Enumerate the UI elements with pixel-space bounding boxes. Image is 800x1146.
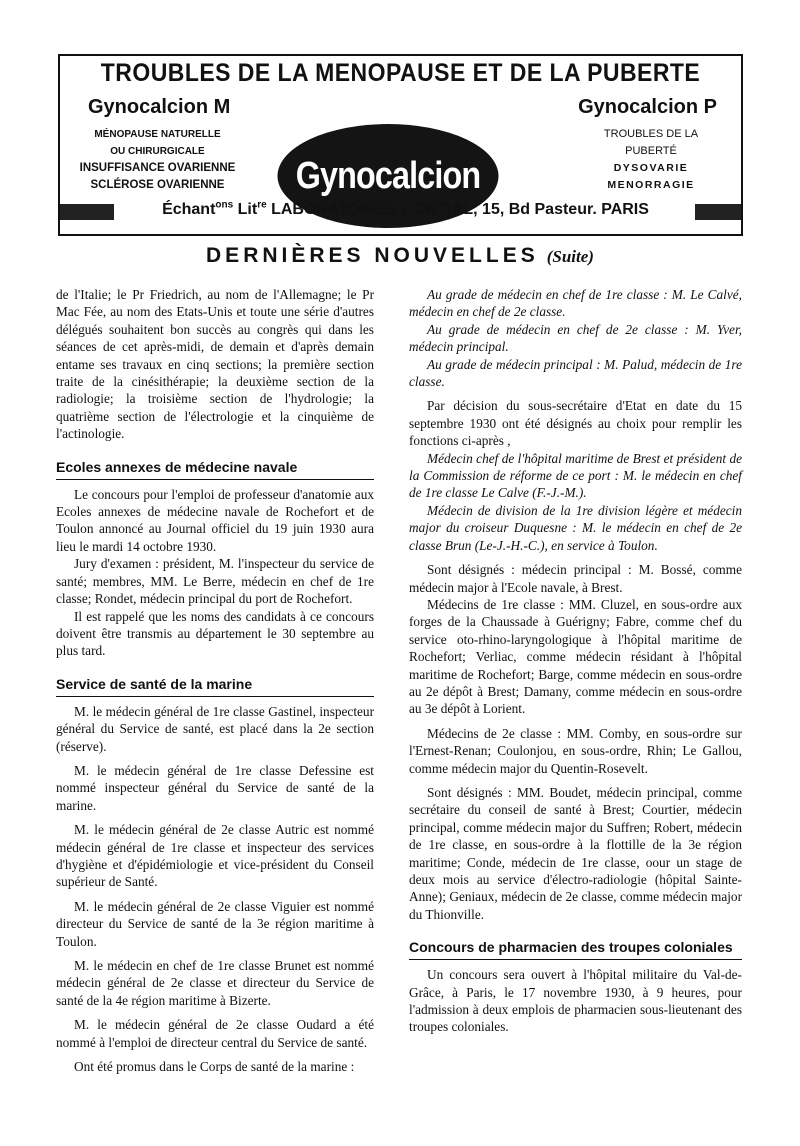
paragraph: Sont désignés : médecin principal : M. Bossé, comme médecin major à l'Ecole navale, à Brest. [409, 562, 742, 595]
paragraph: Le concours pour l'emploi de professeur d'anatomie aux Ecoles annexes de médecine navale de Rochefort et de Toulon annoncé au Journal officiel du 19 juin 1930 aura lieu le mardi 14 octobre 1930. [56, 486, 374, 554]
ad-samples-line: Échant$^{ons}$ Lit$^{re}$ LABORATOIRES CORTIAL, 15, Bd Pasteur. PARIS [162, 199, 649, 218]
ad-left-product: Gynocalcion M [88, 96, 231, 118]
paragraph: Par décision du sous-secrétaire d'Etat en date du 15 septembre 1930 ont été désignés au choix pour remplir les fonctions ci-après , [409, 398, 742, 449]
ad-right-item: TROUBLES DE LA [603, 128, 699, 140]
paragraph: Jury d'examen : président, M. l'inspecteur du service de santé; membres, MM. Le Berre, médecin en chef de 1re classe; Rondet, médecin principal du port de Rochefort. [56, 556, 374, 607]
paragraph: Sont désignés : MM. Boudet, médecin principal, comme secrétaire du conseil de santé à Brest; Courtier, médecin principal, comme médecin major du Suffren; Robert, médecin de 1re classe, en sous-ordre à la flottille de la 3e région maritime; Conde, médecin de 1re classe, oour un stage de deux mois au service d'électro-radiologie (hôpital Sainte-Anne); Geniaux, médecin de 2e classe, comme médecin major du Thionville. [409, 784, 742, 922]
advertisement-box [58, 54, 743, 236]
ad-right-item: DYSOVARIE [613, 162, 689, 174]
paragraph: de l'Italie; le Pr Friedrich, au nom de l'Allemagne; le Pr Mac Fée, au nom des Etats-Unis et toute une série d'autres délégués souhaitent bon succès au congrès qui dans les séances de cet après-midi, de demain et d'après demain entame ses travaux en cinq sections; la première section traite de la cinésithérapie; la deuxième section de la radiologie; la troisième section de l'hydrologie; la quatrième section de l'électrologie et la cinquième de l'actinologie. [56, 287, 374, 442]
paragraph: M. le médecin en chef de 1re classe Brunet est nommé médecin général de 2e classe et directeur du Service de santé de la 4e région maritime à Bizerte. [56, 958, 374, 1008]
brand-logo: Gynocalcion [278, 124, 499, 228]
headline-suite: (Suite) [546, 247, 594, 266]
paragraph: Un concours sera ouvert à l'hôpital militaire du Val-de-Grâce, à Paris, le 17 novembre 1930, à 9 heures, pour l'admission à deux emplois de pharmacien sous-lieutenant des troupes coloniales. [409, 967, 742, 1035]
paragraph: Ont été promus dans le Corps de santé de la marine : [74, 1059, 355, 1075]
paragraph: M. le médecin général de 2e classe Oudard a été nommé à l'emploi de directeur central du Service de santé. [56, 1017, 374, 1050]
ad-left-item: OU CHIRURGICALE [110, 146, 205, 157]
paragraph: Au grade de médecin en chef de 1re classe : M. Le Calvé, médecin en chef de 2e classe. [409, 287, 742, 320]
section-heading: Ecoles annexes de médecine navale [56, 458, 374, 480]
paragraph: Médecins de 2e classe : MM. Comby, en sous-ordre sur l'Ernest-Renan; Coulonjou, en sous-ordre, Rhin; Le Gallou, comme médecin major du Quentin-Rosevelt. [409, 725, 742, 776]
ad-bar-left [60, 204, 114, 220]
paragraph: Au grade de médecin principal : M. Palud, médecin de 1re classe. [409, 356, 742, 390]
section-heading: Service de santé de la marine [56, 675, 374, 697]
paragraph: Médecin chef de l'hôpital maritime de Brest et président de la Commission de réforme de ce port : M. le médecin en chef de 1re classe Le Calve (F.-J.-M.). [409, 450, 742, 501]
ad-right-item: PUBERTÉ [625, 145, 677, 157]
section-heading: Concours de pharmacien des troupes coloniales [409, 938, 742, 960]
ad-right-item: MENORRAGIE [607, 179, 695, 191]
ad-right-product: Gynocalcion P [578, 96, 717, 118]
paragraph: Au grade de médecin en chef de 2e classe : M. Yver, médecin principal. [409, 321, 742, 355]
headline-title: DERNIÈRES NOUVELLES [206, 244, 539, 267]
ad-left-item: MÉNOPAUSE NATURELLE [94, 129, 221, 140]
ad-left-item: INSUFFISANCE OVARIENNE [79, 162, 236, 174]
paragraph: M. le médecin général de 1re classe Gastinel, inspecteur général du Service de santé, est placé dans la 2e section (réserve). [56, 703, 374, 754]
section-headline [0, 244, 800, 268]
ad-title: TROUBLES DE LA MENOPAUSE ET DE LA PUBERTE [100, 59, 701, 87]
paragraph: M. le médecin général de 2e classe Autric est nommé médecin général de 1re classe et inspecteur des services d'hygiène et d'épidémiologie et vice-président du Conseil supérieur de Santé. [56, 822, 374, 890]
paragraph: M. le médecin général de 1re classe Defessine est nommé inspecteur général du Service de santé de la marine. [56, 762, 374, 813]
paragraph: Médecin de division de la 1re division légère et médecin major du croiseur Duquesne : M. le médecin en chef de 2e classe Brun (Le-J.-H.-C.), en service à Toulon. [409, 502, 742, 553]
left-column [56, 286, 374, 1075]
ad-left-indications [70, 126, 245, 194]
paragraph: Médecins de 1re classe : MM. Cluzel, en sous-ordre aux forges de la Chaussade à Guérigny; Fabre, comme chef du service oto-rhino-laryngologique à l'hôpital maritime de Rochefort; Verliac, comme médecin résidant à l'hôpital maritime de Rochefort; Barge, comme médecin en sous-ordre au 2e dépôt à Brest; Damany, comme médecin en sous-ordre au 3e dépôt à Lorient. [409, 596, 742, 717]
paragraph: M. le médecin général de 2e classe Viguier est nommé directeur du Service de santé de la 3e région maritime à Toulon. [56, 898, 374, 949]
ad-right-indications [571, 126, 731, 194]
right-column [409, 286, 742, 1036]
paragraph: Il est rappelé que les noms des candidats à ce concours doivent être transmis au département le 30 septembre au plus tard. [56, 608, 374, 659]
ad-bar-right [695, 204, 741, 220]
ad-left-item: SCLÉROSE OVARIENNE [90, 179, 225, 191]
